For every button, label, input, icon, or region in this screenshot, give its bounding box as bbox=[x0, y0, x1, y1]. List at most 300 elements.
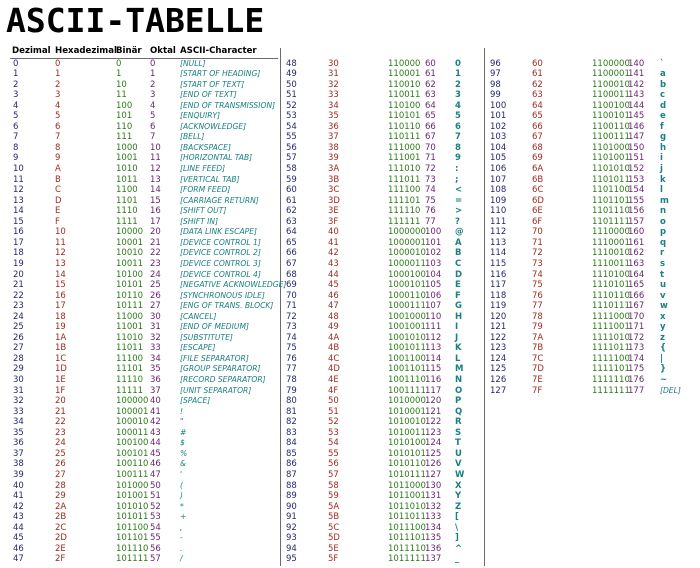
cell-binary: 1011100 bbox=[388, 522, 426, 533]
cell-binary: 111101 bbox=[388, 195, 421, 206]
cell-char: [SHIFT OUT] bbox=[180, 206, 227, 216]
cell-decimal: 108 bbox=[490, 185, 507, 196]
cell-hex: 5E bbox=[328, 543, 339, 554]
cell-octal: 60 bbox=[425, 58, 436, 69]
cell-binary: 100011 bbox=[116, 427, 149, 438]
cell-char: k bbox=[660, 174, 666, 185]
cell-hex: 3 bbox=[55, 90, 61, 101]
cell-decimal: 25 bbox=[13, 322, 24, 333]
cell-octal: 115 bbox=[425, 364, 442, 375]
cell-decimal: 51 bbox=[286, 90, 297, 101]
cell-char: [FILE SEPARATOR] bbox=[180, 353, 249, 363]
cell-hex: 48 bbox=[328, 311, 339, 322]
header-binary: Binär bbox=[116, 46, 142, 56]
cell-binary: 111111 bbox=[388, 216, 421, 227]
cell-binary: 101011 bbox=[116, 512, 149, 523]
cell-decimal: 63 bbox=[286, 216, 297, 227]
cell-decimal: 17 bbox=[13, 237, 24, 248]
cell-binary: 11011 bbox=[116, 343, 144, 354]
cell-binary: 1111001 bbox=[592, 322, 630, 333]
cell-hex: 2C bbox=[55, 522, 67, 533]
cell-hex: 9 bbox=[55, 153, 61, 164]
cell-octal: 141 bbox=[628, 69, 645, 80]
cell-decimal: 56 bbox=[286, 142, 297, 153]
cell-decimal: 58 bbox=[286, 164, 297, 174]
cell-octal: 56 bbox=[150, 543, 161, 554]
cell-binary: 1001001 bbox=[388, 322, 426, 333]
cell-hex: 17 bbox=[55, 301, 66, 312]
cell-octal: 135 bbox=[425, 533, 442, 544]
cell-hex: 7F bbox=[532, 385, 543, 396]
cell-hex: 79 bbox=[532, 322, 543, 333]
cell-hex: 62 bbox=[532, 79, 543, 90]
cell-decimal: 6 bbox=[13, 121, 19, 132]
cell-char: I bbox=[455, 322, 459, 333]
cell-decimal: 48 bbox=[286, 58, 297, 69]
cell-hex: 4D bbox=[328, 364, 340, 375]
cell-char: o bbox=[660, 216, 666, 227]
cell-char: [CARRIAGE RETURN] bbox=[180, 195, 259, 205]
cell-binary: 110100 bbox=[388, 100, 421, 111]
cell-binary: 1010000 bbox=[388, 396, 426, 407]
cell-char: O bbox=[455, 385, 463, 396]
cell-char: ` bbox=[660, 58, 665, 69]
cell-octal: 30 bbox=[150, 311, 161, 322]
cell-decimal: 117 bbox=[490, 280, 507, 291]
cell-octal: 76 bbox=[425, 206, 436, 217]
cell-octal: 51 bbox=[150, 491, 161, 502]
cell-hex: 16 bbox=[55, 290, 66, 301]
cell-char: F bbox=[455, 290, 461, 301]
cell-char: A bbox=[455, 237, 462, 248]
cell-hex: 43 bbox=[328, 258, 339, 269]
cell-hex: 4F bbox=[328, 385, 339, 396]
cell-decimal: 10 bbox=[13, 164, 24, 174]
cell-hex: 22 bbox=[55, 417, 66, 428]
cell-octal: 102 bbox=[425, 248, 442, 259]
cell-hex: 1C bbox=[55, 353, 67, 364]
cell-hex: 5 bbox=[55, 111, 61, 122]
cell-decimal: 38 bbox=[13, 459, 24, 470]
cell-octal: 123 bbox=[425, 427, 442, 438]
cell-char: i bbox=[660, 153, 663, 164]
cell-char: 0 bbox=[455, 58, 461, 69]
cell-hex: 67 bbox=[532, 132, 543, 143]
cell-char: M bbox=[455, 364, 464, 375]
cell-char: * bbox=[180, 501, 184, 511]
cell-decimal: 55 bbox=[286, 132, 297, 143]
cell-char: Y bbox=[455, 491, 462, 502]
cell-binary: 1000000 bbox=[388, 227, 426, 238]
cell-hex: 8 bbox=[55, 142, 61, 153]
cell-binary: 1100 bbox=[116, 185, 138, 196]
cell-octal: 36 bbox=[150, 375, 161, 385]
cell-hex: 18 bbox=[55, 311, 66, 322]
cell-octal: 2 bbox=[150, 79, 156, 90]
cell-char: ? bbox=[455, 216, 460, 227]
cell-binary: 101010 bbox=[116, 501, 149, 512]
cell-char: 5 bbox=[455, 111, 461, 122]
cell-binary: 1101 bbox=[116, 195, 138, 206]
cell-decimal: 7 bbox=[13, 132, 19, 143]
cell-decimal: 43 bbox=[13, 512, 24, 523]
cell-octal: 54 bbox=[150, 522, 161, 533]
cell-hex: 7A bbox=[532, 332, 544, 343]
cell-char: _ bbox=[455, 554, 460, 565]
cell-hex: 57 bbox=[328, 469, 339, 480]
cell-binary: 111110 bbox=[388, 206, 421, 217]
cell-binary: 1101101 bbox=[592, 195, 630, 206]
cell-hex: 4E bbox=[328, 375, 339, 385]
cell-hex: 53 bbox=[328, 427, 339, 438]
cell-binary: 100100 bbox=[116, 438, 149, 449]
cell-decimal: 86 bbox=[286, 459, 297, 470]
cell-decimal: 39 bbox=[13, 469, 24, 480]
cell-binary: 1010010 bbox=[388, 417, 426, 428]
cell-hex: 30 bbox=[328, 58, 339, 69]
cell-binary: 1010100 bbox=[388, 438, 426, 449]
cell-decimal: 34 bbox=[13, 417, 24, 428]
cell-binary: 1100101 bbox=[592, 111, 630, 122]
cell-hex: 6B bbox=[532, 174, 544, 185]
header-hexadecimal: Hexadezimal bbox=[55, 46, 117, 56]
cell-binary: 110110 bbox=[388, 121, 421, 132]
cell-hex: 50 bbox=[328, 396, 339, 407]
cell-decimal: 16 bbox=[13, 227, 24, 238]
cell-hex: 1 bbox=[55, 69, 61, 80]
cell-decimal: 9 bbox=[13, 153, 19, 164]
cell-char: 1 bbox=[455, 69, 461, 80]
cell-hex: 26 bbox=[55, 459, 66, 470]
cell-octal: 6 bbox=[150, 121, 156, 132]
cell-octal: 112 bbox=[425, 332, 442, 343]
cell-binary: 10011 bbox=[116, 258, 144, 269]
cell-decimal: 1 bbox=[13, 69, 19, 80]
cell-octal: 171 bbox=[628, 322, 645, 333]
cell-octal: 146 bbox=[628, 121, 645, 132]
cell-octal: 177 bbox=[628, 385, 645, 396]
cell-hex: 3A bbox=[328, 164, 340, 174]
cell-binary: 1001100 bbox=[388, 353, 426, 364]
cell-char: 6 bbox=[455, 121, 461, 132]
cell-decimal: 68 bbox=[286, 269, 297, 280]
cell-decimal: 44 bbox=[13, 522, 24, 533]
cell-decimal: 95 bbox=[286, 554, 297, 565]
cell-binary: 10 bbox=[116, 79, 127, 90]
cell-hex: 6E bbox=[532, 206, 543, 217]
cell-octal: 33 bbox=[150, 343, 161, 354]
cell-char: P bbox=[455, 396, 462, 407]
cell-octal: 17 bbox=[150, 216, 161, 227]
cell-hex: 35 bbox=[328, 111, 339, 122]
cell-octal: 136 bbox=[425, 543, 442, 554]
cell-hex: 65 bbox=[532, 111, 543, 122]
cell-decimal: 103 bbox=[490, 132, 507, 143]
cell-char: ^ bbox=[455, 543, 463, 554]
cell-char: ] bbox=[455, 533, 459, 544]
cell-decimal: 126 bbox=[490, 375, 507, 385]
cell-binary: 11 bbox=[116, 90, 127, 101]
cell-binary: 1101000 bbox=[592, 142, 630, 153]
cell-char: 4 bbox=[455, 100, 461, 111]
cell-char: = bbox=[455, 195, 463, 206]
cell-decimal: 69 bbox=[286, 280, 297, 291]
cell-hex: 54 bbox=[328, 438, 339, 449]
cell-decimal: 37 bbox=[13, 448, 24, 459]
cell-octal: 111 bbox=[425, 322, 442, 333]
cell-binary: 1111011 bbox=[592, 343, 630, 354]
cell-octal: 117 bbox=[425, 385, 442, 396]
cell-decimal: 107 bbox=[490, 174, 507, 185]
cell-octal: 114 bbox=[425, 353, 442, 364]
cell-char: r bbox=[660, 248, 665, 259]
cell-binary: 1100011 bbox=[592, 90, 630, 101]
cell-binary: 11001 bbox=[116, 322, 144, 333]
cell-hex: 10 bbox=[55, 227, 66, 238]
cell-hex: 4C bbox=[328, 353, 340, 364]
cell-char: [LINE FEED] bbox=[180, 164, 226, 173]
cell-char: C bbox=[455, 258, 462, 269]
cell-octal: 155 bbox=[628, 195, 645, 206]
cell-binary: 11100 bbox=[116, 353, 144, 364]
cell-octal: 23 bbox=[150, 258, 161, 269]
cell-char: # bbox=[180, 427, 187, 437]
cell-decimal: 2 bbox=[13, 79, 19, 90]
cell-hex: 6 bbox=[55, 121, 61, 132]
cell-binary: 1100111 bbox=[592, 132, 630, 143]
cell-binary: 111001 bbox=[388, 153, 421, 164]
cell-binary: 1111101 bbox=[592, 364, 630, 375]
cell-hex: 78 bbox=[532, 311, 543, 322]
cell-octal: 52 bbox=[150, 501, 161, 512]
cell-char: 8 bbox=[455, 142, 461, 153]
cell-char: y bbox=[660, 322, 666, 333]
cell-binary: 1010101 bbox=[388, 448, 426, 459]
cell-octal: 62 bbox=[425, 79, 436, 90]
cell-hex: 73 bbox=[532, 258, 543, 269]
cell-hex: 45 bbox=[328, 280, 339, 291]
cell-char: V bbox=[455, 459, 462, 470]
cell-hex: 7B bbox=[532, 343, 544, 354]
cell-octal: 172 bbox=[628, 332, 645, 343]
cell-binary: 1 bbox=[116, 69, 122, 80]
cell-char: ' bbox=[180, 469, 183, 479]
cell-octal: 153 bbox=[628, 174, 645, 185]
cell-hex: B bbox=[55, 174, 61, 185]
cell-char: q bbox=[660, 237, 667, 248]
cell-decimal: 36 bbox=[13, 438, 24, 449]
cell-decimal: 79 bbox=[286, 385, 297, 396]
cell-char: [DEVICE CONTROL 3] bbox=[180, 258, 261, 268]
cell-octal: 101 bbox=[425, 237, 442, 248]
cell-decimal: 127 bbox=[490, 385, 507, 396]
cell-char: { bbox=[660, 343, 667, 354]
cell-octal: 161 bbox=[628, 237, 645, 248]
cell-hex: 6A bbox=[532, 164, 544, 174]
cell-decimal: 120 bbox=[490, 311, 507, 322]
cell-char: [NULL] bbox=[180, 58, 206, 68]
cell-hex: 63 bbox=[532, 90, 543, 101]
cell-octal: 137 bbox=[425, 554, 442, 565]
cell-binary: 1011 bbox=[116, 174, 138, 185]
cell-octal: 106 bbox=[425, 290, 442, 301]
cell-hex: 72 bbox=[532, 248, 543, 259]
cell-hex: 25 bbox=[55, 448, 66, 459]
cell-decimal: 91 bbox=[286, 512, 297, 523]
cell-char: t bbox=[660, 269, 665, 280]
cell-hex: 38 bbox=[328, 142, 339, 153]
cell-octal: 3 bbox=[150, 90, 156, 101]
cell-octal: 125 bbox=[425, 448, 442, 459]
cell-char: + bbox=[180, 512, 187, 522]
cell-hex: 69 bbox=[532, 153, 543, 164]
cell-binary: 10000 bbox=[116, 227, 144, 238]
cell-char: [START OF HEADING] bbox=[180, 69, 261, 79]
cell-hex: 41 bbox=[328, 237, 339, 248]
cell-binary: 110111 bbox=[388, 132, 421, 143]
cell-decimal: 124 bbox=[490, 353, 507, 364]
cell-hex: 39 bbox=[328, 153, 339, 164]
cell-char: ) bbox=[180, 491, 183, 501]
cell-binary: 1111110 bbox=[592, 375, 630, 385]
cell-char: ( bbox=[180, 480, 183, 490]
cell-octal: 72 bbox=[425, 164, 436, 174]
cell-octal: 5 bbox=[150, 111, 156, 122]
header-decimal: Dezimal bbox=[12, 46, 51, 56]
cell-hex: 3B bbox=[328, 174, 340, 185]
cell-octal: 14 bbox=[150, 185, 161, 196]
cell-char: 3 bbox=[455, 90, 461, 101]
cell-binary: 10111 bbox=[116, 301, 144, 312]
cell-hex: 31 bbox=[328, 69, 339, 80]
cell-decimal: 54 bbox=[286, 121, 297, 132]
cell-binary: 1101010 bbox=[592, 164, 630, 174]
cell-hex: 27 bbox=[55, 469, 66, 480]
cell-octal: 12 bbox=[150, 164, 161, 174]
cell-char: [SUBSTITUTE] bbox=[180, 332, 233, 342]
cell-hex: 60 bbox=[532, 58, 543, 69]
cell-binary: 1011011 bbox=[388, 512, 426, 523]
cell-char: Z bbox=[455, 501, 462, 512]
cell-octal: 35 bbox=[150, 364, 161, 375]
cell-hex: A bbox=[55, 164, 61, 174]
cell-hex: 0 bbox=[55, 58, 61, 69]
cell-hex: 44 bbox=[328, 269, 339, 280]
cell-hex: 1D bbox=[55, 364, 67, 375]
cell-decimal: 12 bbox=[13, 185, 24, 196]
cell-decimal: 77 bbox=[286, 364, 297, 375]
cell-char: s bbox=[660, 258, 666, 269]
cell-decimal: 100 bbox=[490, 100, 507, 111]
cell-decimal: 70 bbox=[286, 290, 297, 301]
cell-octal: 133 bbox=[425, 512, 442, 523]
cell-char: - bbox=[180, 533, 183, 543]
cell-hex: 12 bbox=[55, 248, 66, 259]
cell-binary: 1011110 bbox=[388, 543, 426, 554]
cell-decimal: 21 bbox=[13, 280, 24, 291]
cell-char: L bbox=[455, 353, 461, 364]
cell-hex: 42 bbox=[328, 248, 339, 259]
cell-hex: E bbox=[55, 206, 61, 217]
cell-hex: 5D bbox=[328, 533, 340, 544]
cell-char: [END OF TRANSMISSION] bbox=[180, 100, 276, 110]
cell-char: T bbox=[455, 438, 461, 449]
cell-octal: 13 bbox=[150, 174, 161, 185]
cell-hex: 3F bbox=[328, 216, 339, 227]
cell-char: [ESCAPE] bbox=[180, 343, 216, 353]
cell-binary: 1001110 bbox=[388, 375, 426, 385]
cell-char: } bbox=[660, 364, 667, 375]
cell-decimal: 66 bbox=[286, 248, 297, 259]
cell-binary: 101110 bbox=[116, 543, 149, 554]
cell-octal: 162 bbox=[628, 248, 645, 259]
cell-decimal: 89 bbox=[286, 491, 297, 502]
cell-octal: 104 bbox=[425, 269, 442, 280]
cell-octal: 20 bbox=[150, 227, 161, 238]
cell-decimal: 32 bbox=[13, 396, 24, 407]
cell-hex: 2E bbox=[55, 543, 66, 554]
cell-binary: 1001101 bbox=[388, 364, 426, 375]
cell-octal: 10 bbox=[150, 142, 161, 153]
cell-octal: 45 bbox=[150, 448, 161, 459]
cell-octal: 34 bbox=[150, 353, 161, 364]
cell-decimal: 31 bbox=[13, 385, 24, 396]
cell-binary: 1100000 bbox=[592, 58, 630, 69]
cell-binary: 10001 bbox=[116, 237, 144, 248]
cell-char: [DATA LINK ESCAPE] bbox=[180, 227, 258, 237]
cell-binary: 1100001 bbox=[592, 69, 630, 80]
cell-octal: 65 bbox=[425, 111, 436, 122]
cell-decimal: 90 bbox=[286, 501, 297, 512]
cell-hex: 3E bbox=[328, 206, 339, 217]
cell-binary: 1100110 bbox=[592, 121, 630, 132]
cell-hex: 70 bbox=[532, 227, 543, 238]
cell-octal: 157 bbox=[628, 216, 645, 227]
cell-char: [CANCEL] bbox=[180, 311, 217, 321]
cell-char: [ACKNOWLEDGE] bbox=[180, 121, 247, 131]
cell-decimal: 111 bbox=[490, 216, 507, 227]
cell-decimal: 13 bbox=[13, 195, 24, 206]
cell-hex: 1B bbox=[55, 343, 67, 354]
cell-hex: 75 bbox=[532, 280, 543, 291]
cell-char: [ bbox=[455, 512, 459, 523]
cell-char: , bbox=[180, 522, 183, 532]
cell-hex: 7E bbox=[532, 375, 543, 385]
cell-hex: F bbox=[55, 216, 60, 227]
cell-char: h bbox=[660, 142, 667, 153]
cell-char: d bbox=[660, 100, 667, 111]
cell-char: K bbox=[455, 343, 462, 354]
cell-hex: C bbox=[55, 185, 61, 196]
cell-decimal: 14 bbox=[13, 206, 24, 217]
cell-binary: 1110110 bbox=[592, 290, 630, 301]
cell-char: " bbox=[180, 417, 184, 427]
cell-octal: 44 bbox=[150, 438, 161, 449]
cell-octal: 145 bbox=[628, 111, 645, 122]
cell-char: [SYNCHRONOUS IDLE] bbox=[180, 290, 265, 300]
cell-binary: 1111010 bbox=[592, 332, 630, 343]
cell-hex: 4A bbox=[328, 332, 340, 343]
cell-decimal: 85 bbox=[286, 448, 297, 459]
cell-octal: 132 bbox=[425, 501, 442, 512]
cell-char: [RECORD SEPARATOR] bbox=[180, 375, 266, 384]
cell-octal: 124 bbox=[425, 438, 442, 449]
cell-hex: 77 bbox=[532, 301, 543, 312]
cell-octal: 144 bbox=[628, 100, 645, 111]
cell-octal: 40 bbox=[150, 396, 161, 407]
cell-char: [BELL] bbox=[180, 132, 205, 142]
cell-octal: 61 bbox=[425, 69, 436, 80]
